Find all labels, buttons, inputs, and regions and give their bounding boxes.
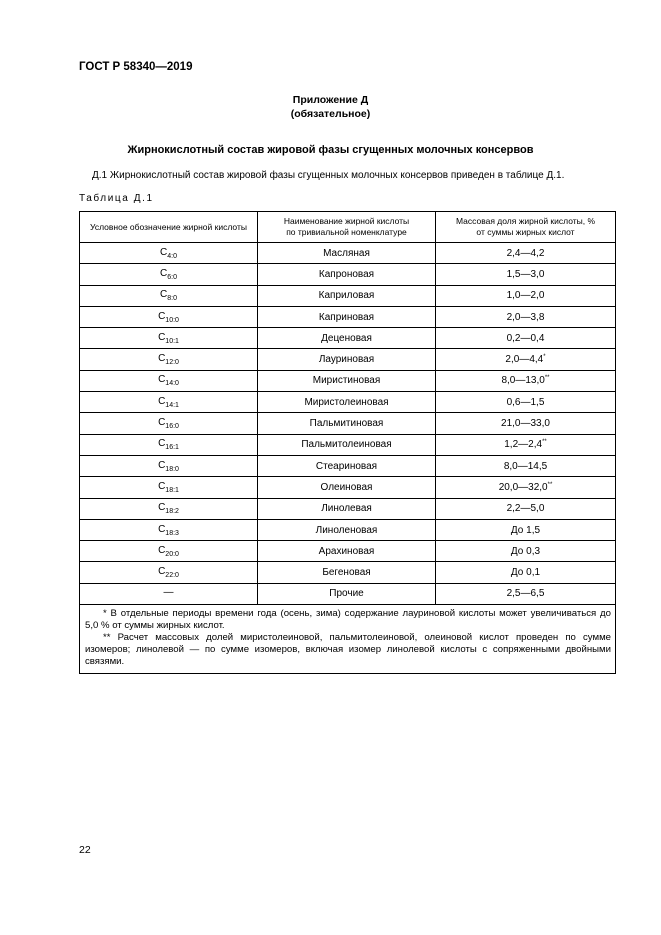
appendix-status: (обязательное) bbox=[290, 108, 371, 120]
intro-paragraph: Д.1 Жирнокислотный состав жировой фазы сгущенных молочных консервов приведен в таблице Д.1. bbox=[92, 170, 565, 181]
acid-symbol bbox=[80, 583, 258, 604]
acid-mass-fraction bbox=[436, 583, 616, 604]
table-row bbox=[80, 413, 616, 434]
acid-symbol-letter: C bbox=[158, 523, 166, 535]
acid-mass-fraction bbox=[436, 455, 616, 476]
acid-name: Деценовая bbox=[258, 328, 436, 349]
acid-name: Олеиновая bbox=[258, 477, 436, 498]
acid-symbol-subscript: 16:1 bbox=[165, 444, 179, 452]
acid-name: Пальмитиновая bbox=[258, 413, 436, 434]
acid-symbol bbox=[80, 519, 258, 540]
table-row bbox=[80, 455, 616, 476]
acid-symbol bbox=[80, 562, 258, 583]
header-symbol-text: Условное обозначение жирной кислоты bbox=[90, 221, 247, 232]
table-row bbox=[80, 264, 616, 285]
mass-fraction-value: 1,5—3,0 bbox=[506, 268, 545, 280]
acid-mass-fraction bbox=[436, 328, 616, 349]
acid-name: Каприловая bbox=[258, 285, 436, 306]
acid-symbol-subscript: 4:0 bbox=[167, 252, 177, 260]
acid-name: Линоленовая bbox=[258, 519, 436, 540]
mass-fraction-value: 20,0—32,0 bbox=[498, 481, 548, 493]
acid-mass-fraction bbox=[436, 413, 616, 434]
mass-fraction-value: 8,0—13,0 bbox=[501, 375, 545, 387]
acid-symbol-subscript: 14:0 bbox=[165, 380, 179, 388]
acid-name: Прочие bbox=[258, 583, 436, 604]
table-row bbox=[80, 306, 616, 327]
acid-symbol-letter: C bbox=[158, 438, 166, 450]
document-code-header: ГОСТ Р 58340—2019 bbox=[79, 61, 193, 73]
acid-mass-fraction bbox=[436, 370, 616, 391]
acid-symbol-subscript: 16:0 bbox=[165, 423, 179, 431]
table-caption: Таблица Д.1 bbox=[79, 193, 154, 204]
fatty-acid-table bbox=[79, 211, 616, 674]
acid-name: Лауриновая bbox=[258, 349, 436, 370]
acid-symbol-letter: C bbox=[158, 417, 166, 429]
acid-symbol-subscript: 10:1 bbox=[165, 337, 179, 345]
footnote-mark: ** bbox=[542, 439, 547, 446]
acid-symbol-letter: C bbox=[158, 310, 166, 322]
acid-mass-fraction bbox=[436, 477, 616, 498]
table-row bbox=[80, 285, 616, 306]
page-number: 22 bbox=[79, 844, 91, 856]
mass-fraction-value: 2,4—4,2 bbox=[506, 247, 545, 259]
table-row bbox=[80, 434, 616, 455]
acid-symbol-letter: C bbox=[158, 395, 166, 407]
acid-symbol bbox=[80, 498, 258, 519]
acid-symbol bbox=[80, 455, 258, 476]
acid-mass-fraction bbox=[436, 541, 616, 562]
table-row bbox=[80, 477, 616, 498]
acid-symbol bbox=[80, 541, 258, 562]
appendix-title: Приложение Д bbox=[292, 94, 369, 106]
appendix-heading bbox=[0, 93, 661, 121]
mass-fraction-value: До 0,1 bbox=[510, 567, 541, 579]
table-row bbox=[80, 243, 616, 264]
acid-symbol-letter: C bbox=[158, 374, 166, 386]
acid-name: Стеариновая bbox=[258, 455, 436, 476]
header-mass-line1: Массовая доля жирной кислоты, % bbox=[455, 216, 596, 226]
table-notes bbox=[80, 605, 616, 674]
acid-symbol-letter: C bbox=[160, 246, 168, 258]
acid-symbol bbox=[80, 370, 258, 391]
table-row bbox=[80, 392, 616, 413]
acid-symbol-subscript: 18:1 bbox=[165, 486, 179, 494]
header-symbol bbox=[80, 212, 258, 243]
acid-symbol-subscript: 22:0 bbox=[165, 572, 179, 580]
acid-symbol-letter: C bbox=[158, 544, 166, 556]
acid-symbol bbox=[80, 349, 258, 370]
acid-mass-fraction bbox=[436, 434, 616, 455]
acid-symbol-subscript: 10:0 bbox=[165, 316, 179, 324]
mass-fraction-value: До 0,3 bbox=[510, 545, 541, 557]
mass-fraction-value: 8,0—14,5 bbox=[503, 460, 548, 472]
acid-symbol-subscript: 12:0 bbox=[165, 359, 179, 367]
acid-symbol-letter: C bbox=[158, 480, 166, 492]
table-note: ** Расчет массовых долей миристолеиновой, пальмитолеиновой, олеиновой кислот проведен по сумме изомеров; линолевой — по сумме изомеров, включая изомер линолевой кислоты с сопряженными двойными связями. bbox=[85, 632, 611, 668]
acid-symbol-letter: — bbox=[163, 587, 174, 599]
section-title: Жирнокислотный состав жировой фазы сгущенных молочных консервов bbox=[127, 144, 534, 156]
header-mass-fraction bbox=[436, 212, 616, 243]
mass-fraction-value: 1,2—2,4 bbox=[504, 439, 543, 451]
acid-name: Арахиновая bbox=[258, 541, 436, 562]
mass-fraction-value: 2,5—6,5 bbox=[506, 588, 545, 600]
acid-symbol-letter: C bbox=[158, 459, 166, 471]
acid-symbol bbox=[80, 306, 258, 327]
acid-symbol-letter: C bbox=[158, 331, 166, 343]
acid-mass-fraction bbox=[436, 349, 616, 370]
table-row bbox=[80, 519, 616, 540]
acid-symbol bbox=[80, 392, 258, 413]
header-name-line2: по тривиальной номенклатуре bbox=[286, 227, 407, 237]
table-note: * В отдельные периоды времени года (осень, зима) содержание лауриновой кислоты может увеличиваться до 5,0 % от суммы жирных кислот. bbox=[85, 608, 611, 632]
footnote-mark: * bbox=[543, 354, 546, 361]
acid-symbol bbox=[80, 285, 258, 306]
acid-mass-fraction bbox=[436, 306, 616, 327]
acid-symbol-subscript: 20:0 bbox=[165, 550, 179, 558]
mass-fraction-value: До 1,5 bbox=[510, 524, 541, 536]
mass-fraction-value: 2,0—4,4 bbox=[505, 354, 544, 366]
acid-mass-fraction bbox=[436, 519, 616, 540]
mass-fraction-value: 1,0—2,0 bbox=[506, 290, 545, 302]
mass-fraction-value: 0,2—0,4 bbox=[506, 332, 545, 344]
table-header-row bbox=[80, 212, 616, 243]
acid-symbol-subscript: 18:0 bbox=[165, 465, 179, 473]
acid-symbol-letter: C bbox=[160, 267, 168, 279]
header-name bbox=[258, 212, 436, 243]
acid-symbol-letter: C bbox=[160, 289, 168, 301]
acid-symbol bbox=[80, 434, 258, 455]
acid-mass-fraction bbox=[436, 243, 616, 264]
acid-symbol-letter: C bbox=[158, 353, 166, 365]
table-row bbox=[80, 583, 616, 604]
acid-name: Миристолеиновая bbox=[258, 392, 436, 413]
acid-symbol-subscript: 14:1 bbox=[165, 401, 179, 409]
acid-symbol bbox=[80, 264, 258, 285]
footnote-mark: ** bbox=[547, 481, 553, 488]
acid-name: Линолевая bbox=[258, 498, 436, 519]
acid-symbol bbox=[80, 328, 258, 349]
table-notes-row bbox=[80, 605, 616, 674]
table-row bbox=[80, 328, 616, 349]
acid-name: Бегеновая bbox=[258, 562, 436, 583]
acid-symbol-subscript: 6:0 bbox=[167, 273, 177, 281]
header-mass-line2: от суммы жирных кислот bbox=[476, 227, 575, 237]
acid-mass-fraction bbox=[436, 264, 616, 285]
acid-mass-fraction bbox=[436, 392, 616, 413]
acid-symbol-subscript: 18:2 bbox=[165, 508, 179, 516]
header-name-line1: Наименование жирной кислоты bbox=[283, 216, 410, 226]
acid-name: Капроновая bbox=[258, 264, 436, 285]
mass-fraction-value: 2,2—5,0 bbox=[506, 503, 545, 515]
table-row bbox=[80, 349, 616, 370]
table-row bbox=[80, 498, 616, 519]
acid-name: Масляная bbox=[258, 243, 436, 264]
acid-mass-fraction bbox=[436, 498, 616, 519]
mass-fraction-value: 0,6—1,5 bbox=[506, 396, 545, 408]
acid-symbol-subscript: 8:0 bbox=[167, 295, 177, 303]
acid-name: Каприновая bbox=[258, 306, 436, 327]
acid-symbol bbox=[80, 243, 258, 264]
acid-symbol-subscript: 18:3 bbox=[165, 529, 179, 537]
acid-symbol bbox=[80, 477, 258, 498]
acid-symbol-letter: C bbox=[158, 502, 166, 514]
footnote-mark: ** bbox=[544, 375, 550, 382]
acid-symbol bbox=[80, 413, 258, 434]
mass-fraction-value: 2,0—3,8 bbox=[506, 311, 545, 323]
acid-name: Миристиновая bbox=[258, 370, 436, 391]
mass-fraction-value: 21,0—33,0 bbox=[501, 418, 550, 430]
acid-mass-fraction bbox=[436, 562, 616, 583]
acid-name: Пальмитолеиновая bbox=[258, 434, 436, 455]
table-row bbox=[80, 562, 616, 583]
table-row bbox=[80, 370, 616, 391]
acid-symbol-letter: C bbox=[158, 566, 166, 578]
acid-mass-fraction bbox=[436, 285, 616, 306]
table-row bbox=[80, 541, 616, 562]
